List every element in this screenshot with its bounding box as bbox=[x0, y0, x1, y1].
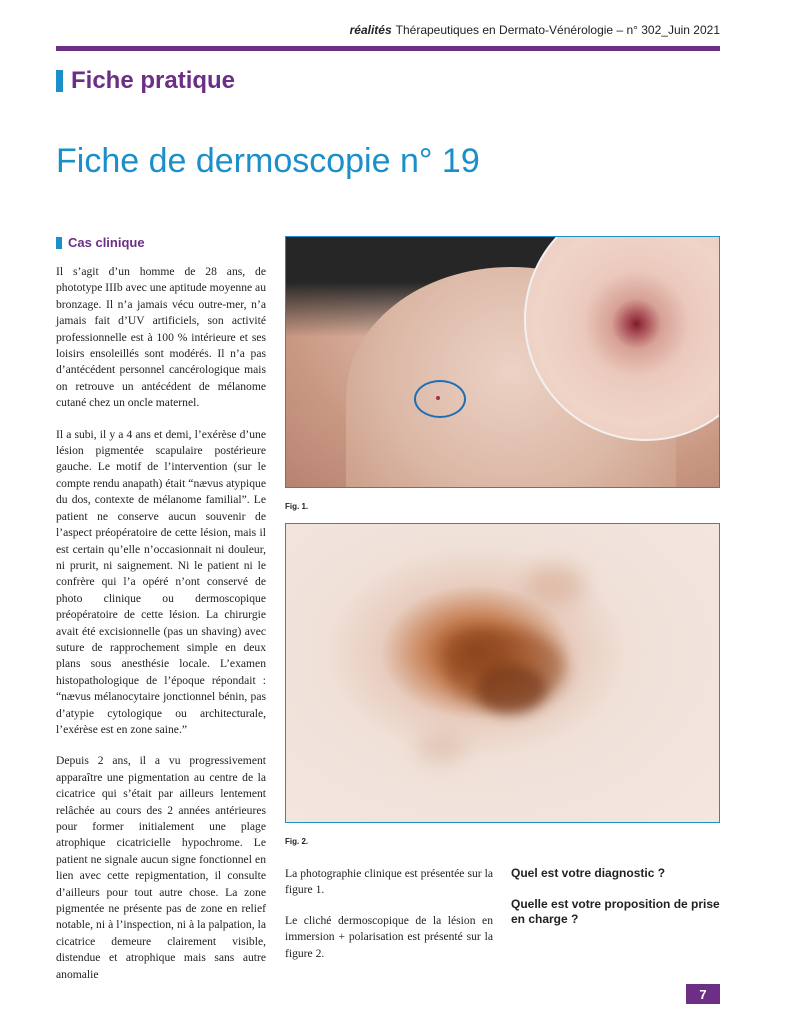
header-rule bbox=[56, 46, 720, 51]
rubric-label: Fiche pratique bbox=[71, 67, 236, 94]
case-text-column bbox=[56, 264, 266, 998]
question: Quel est votre diagnostic ? bbox=[511, 866, 666, 880]
questions-column bbox=[511, 866, 721, 943]
figure-note: La photographie clinique est présentée sur la figure 1. bbox=[285, 867, 493, 897]
section-marker-icon bbox=[56, 237, 62, 249]
figure-1-caption: Fig. 1. bbox=[285, 502, 309, 511]
rubric bbox=[56, 64, 235, 98]
figure-2-caption: Fig. 2. bbox=[285, 837, 309, 846]
lesion-dot bbox=[436, 396, 440, 400]
pigment-speck bbox=[416, 734, 466, 764]
section-label: Cas clinique bbox=[68, 235, 145, 250]
paragraph: Depuis 2 ans, il a vu progressivement apparaître une pigmentation au centre de la cicatrice qui s’était par ailleurs lentement relâchée au cours des 2 années antérieures pour former initialement une plage atrophique cicatricielle hypochrome. Le patient ne signale aucun signe fonctionnel en lien avec cette repigmentation, il consulte d’ailleurs pour tout autre chose. La zone pigmentée ne présente pas de zone en relief notable, ni à l’inspection, ni à la palpation, la cicatrice demeure clairement visible, distendue et atrophique mais sans autre anomalie bbox=[56, 754, 266, 981]
rubric-marker-icon bbox=[56, 70, 63, 92]
figure-notes-column bbox=[285, 866, 493, 976]
paragraph: Il s’agit d’un homme de 28 ans, de phototype IIIb avec une aptitude moyenne au bronzage. Il n’a jamais vécu outre-mer, n’a jamais fait d’UV artificiels, son activité professionnelle est à 100 % intérieure et ses loisirs ensoleillés sont modérés. Il n’a pas d’antécédent personnel cancérologique mais on retrouve un antécédent de mélanome cutané chez un oncle maternel. bbox=[56, 265, 266, 410]
section-heading bbox=[56, 235, 145, 250]
pigment-core bbox=[476, 664, 546, 714]
figure-1-clinical-photo bbox=[285, 236, 720, 488]
page-title: Fiche de dermoscopie n° 19 bbox=[56, 142, 480, 180]
journal-brand: réalités bbox=[349, 23, 392, 37]
figure-note: Le cliché dermoscopique de la lésion en immersion + polarisation est présenté sur la figure 2. bbox=[285, 913, 493, 960]
pigment-speck bbox=[526, 564, 586, 604]
paragraph: Il a subi, il y a 4 ans et demi, l’exérèse d’une lésion pigmentée scapulaire postérieure gauche. Le motif de l’intervention (sur le compte rendu anapath) était “nævus atypique du dos, contexte de mélanome familial”. Le patient ne conserve aucun souvenir de l’aspect préopératoire de cette lésion, mais il est certain qu’elle n’occasionnait ni douleur, ni prurit, ni saignement. Ni le patient ni le confrère qui l’a opéré n’ont conservé de photo clinique ou dermoscopique préopératoire de cette lésion. La chirurgie avait été excisionnelle (pas un shaving) avec suture de rapprochement simple en deux plans sous anesthésie locale. L’examen histopathologique de l’époque répondait : “nævus mélanocytaire jonctionnel bénin, pas d’atypie cytologique ou architecturale, l’exérèse est en zone saine.” bbox=[56, 427, 266, 736]
question: Quelle est votre proposition de prise en charge ? bbox=[511, 896, 720, 926]
lesion-circle-marker bbox=[414, 380, 466, 418]
journal-issue: Thérapeutiques en Dermato-Vénérologie – n° 302_Juin 2021 bbox=[395, 23, 720, 37]
running-header bbox=[56, 20, 720, 40]
figure-2-dermoscopy bbox=[285, 523, 720, 823]
page-number: 7 bbox=[686, 984, 720, 1004]
